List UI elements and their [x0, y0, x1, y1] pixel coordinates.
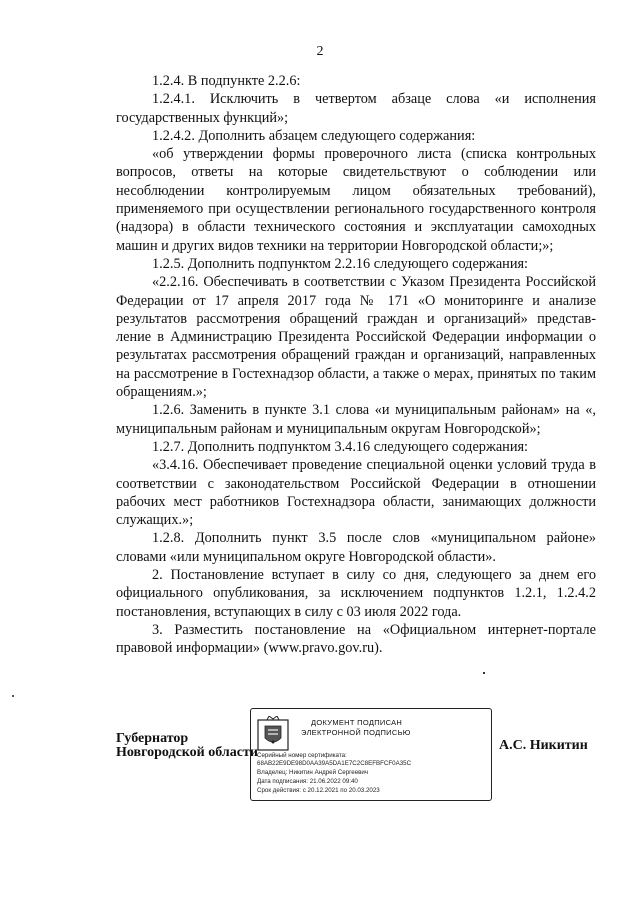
stamp-signed-date: Дата подписания: 21.06.2022 09:40 — [257, 778, 358, 785]
paragraph-quote-2-2-16: «2.2.16. Обеспечивать в соответствии с Указом Президента Российской Федерации от 17 апреля 2017 года № 171 «О мониторинге и анализе результатов рассмотрения обращений граждан и организаций» представ-ление в Администрацию Президента Российской Федерации информации о результатах рассмотрения обращений граждан и организаций, направленных на рассмотрение в Гостехнадзор области, а также о мерах, принятых по таким обращениям.»; — [116, 274, 596, 401]
stamp-header-2: ЭЛЕКТРОННОЙ ПОДПИСЬЮ — [301, 728, 411, 737]
scan-speck — [12, 695, 14, 697]
signatory-name: А.С. Никитин — [499, 738, 588, 753]
paragraph-1-2-6: 1.2.6. Заменить в пункте 3.1 слова «и муниципальным районам» на «, муниципальным районам и муниципальным округам Новгородской»; — [116, 402, 596, 437]
signatory-position — [116, 732, 258, 760]
stamp-validity: Срок действия: с 20.12.2021 по 20.03.2023 — [257, 787, 380, 794]
paragraph-1-2-5: 1.2.5. Дополнить подпунктом 2.2.16 следующего содержания: — [152, 255, 529, 272]
stamp-owner: Владелец: Никитин Андрей Сергеевич — [257, 769, 369, 776]
paragraph-3: 3. Разместить постановление на «Официальном интернет-портале правовой информации» (www.pravo.gov.ru). — [116, 621, 596, 657]
paragraph-1-2-4: 1.2.4. В подпункте 2.2.6: — [152, 73, 301, 89]
stamp-header-1: ДОКУМЕНТ ПОДПИСАН — [311, 718, 403, 727]
paragraph-2: 2. Постановление вступает в силу со дня, следующего за днем его официального опубликования, за исключением подпунктов 1.2.1, 1.2.4.2 постановления, вступающих в силу с 03 июля 2022 года. — [116, 567, 596, 620]
coat-of-arms-icon — [257, 716, 289, 752]
paragraph-1-2-7: 1.2.7. Дополнить подпунктом 3.4.16 следующего содержания: — [152, 438, 529, 455]
position-line-1: Губернатор — [116, 731, 189, 746]
position-line-2: Новгородской области — [116, 745, 258, 760]
paragraph-1-2-4-1: 1.2.4.1. Исключить в четвертом абзаце слова «и исполнения государственных функций»; — [116, 91, 596, 126]
electronic-signature-stamp — [250, 708, 492, 801]
scan-speck — [483, 672, 485, 674]
paragraph-1-2-4-2: 1.2.4.2. Дополнить абзацем следующего содержания: — [152, 127, 476, 144]
stamp-cert-label: Серийный номер сертификата: — [257, 752, 347, 759]
stamp-cert-number: 68AB22E9DE98D0AA39A5DA1E7C2C8EFBFCF0A35C — [257, 760, 412, 767]
paragraph-quote-checklist: «об утверждении формы проверочного листа (списка контрольных вопросов, ответы на которые свидетельствуют о соблюдении или несоблюдении контролируемым лицом обязательных требований), применяемого при осуществлении регионального государственного контроля (надзора) в области технического состояния и эксплуатации самоходных машин и других видов техники на территории Новгородской области;»; — [116, 146, 596, 254]
page-number: 2 — [316, 44, 324, 59]
paragraph-1-2-8: 1.2.8. Дополнить пункт 3.5 после слов «муниципальном районе» словами «или муниципальном округе Новгородской области». — [116, 530, 596, 565]
paragraph-quote-3-4-16: «3.4.16. Обеспечивает проведение специальной оценки условий труда в соответствии с законодательством Российской Федерации в отношении рабочих мест работников Гостехнадзора области, занимающих должности служащих.»; — [116, 457, 596, 529]
document-body — [116, 72, 596, 658]
